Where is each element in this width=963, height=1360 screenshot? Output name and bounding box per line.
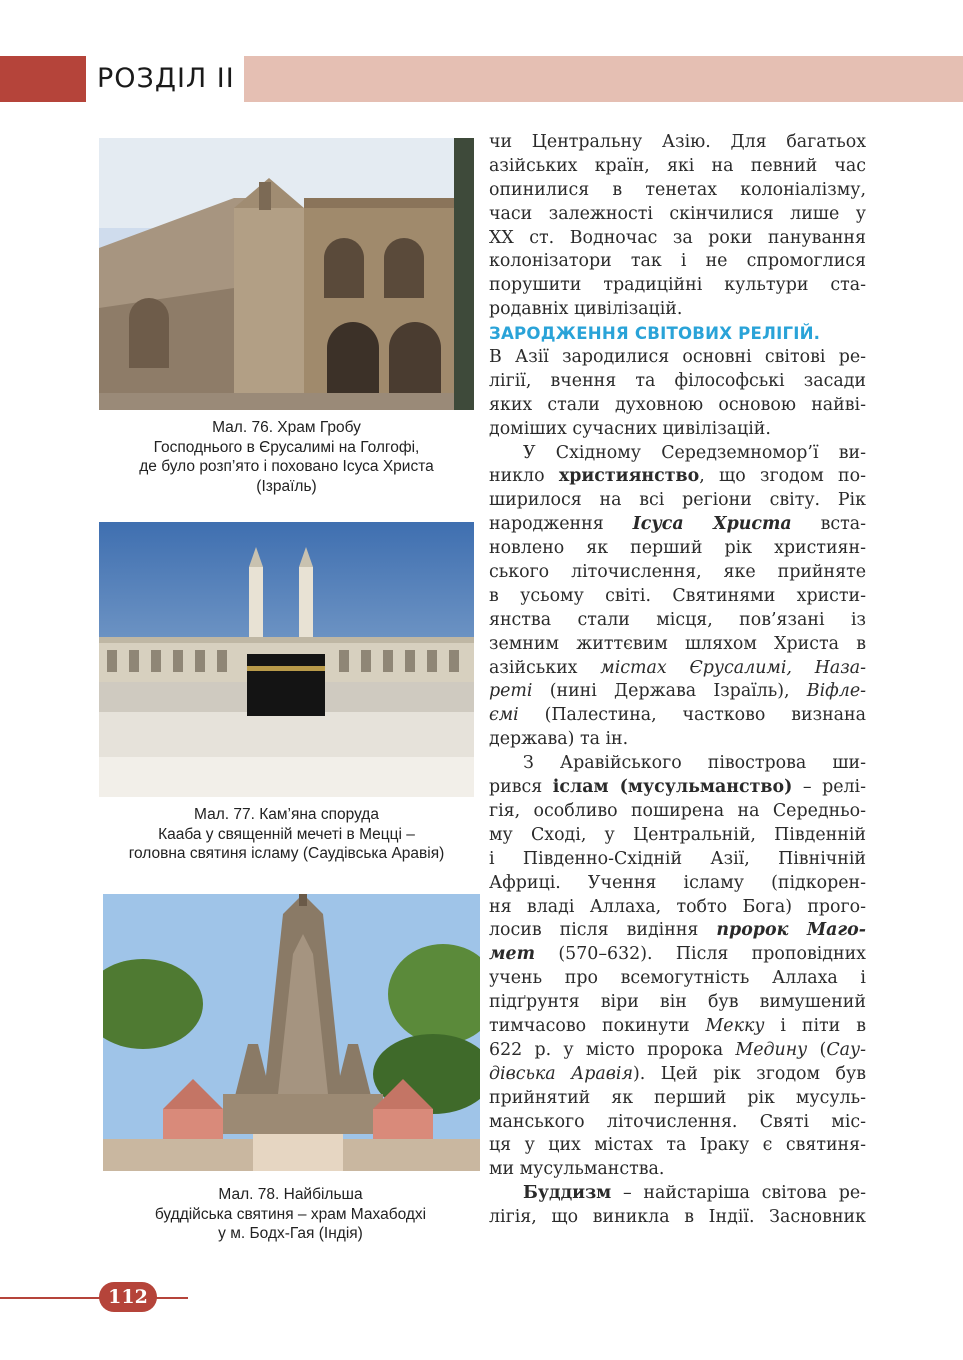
- term-prophet: пророк Маго-: [716, 920, 866, 941]
- text-line: ця у цих містах та Іраку є святиня-: [489, 1135, 866, 1156]
- caption-line: (Ізраїль): [256, 477, 317, 495]
- text-span: і піти в: [764, 1015, 866, 1036]
- text-line: [489, 513, 866, 537]
- text-line: підґрунтя віри він був вимушений: [489, 992, 866, 1013]
- text-span: лосив після видіння: [489, 920, 717, 941]
- text-line: [489, 919, 866, 943]
- text-line: ня владі Аллаха, тобто Бога) прого-: [489, 896, 866, 917]
- text-line: лігія, що виникла в Індії. Засновник: [489, 1207, 866, 1228]
- text-line: новлено як перший рік християн-: [489, 538, 866, 559]
- text-line: [489, 1063, 866, 1087]
- term-saudi-end: дівська Аравія: [489, 1063, 633, 1084]
- term-bethlehem: Віфле-: [806, 681, 866, 702]
- text-line: му Сході, у Центральній, Південній: [489, 824, 866, 845]
- caption-line: Мал. 77. Кам’яна споруда: [194, 806, 379, 823]
- term-mecca: Мекку: [705, 1015, 765, 1036]
- text-span: (Палестина, частково визнана: [518, 705, 866, 726]
- text-span: – релі-: [792, 777, 866, 798]
- text-span: вста-: [791, 514, 866, 535]
- text-line: держава) та ін.: [489, 729, 629, 750]
- caption-line: Мал. 78. Найбільша: [218, 1186, 363, 1203]
- figure-78-photo: [103, 894, 480, 1171]
- text-line: часи залежності скінчилися лише у: [489, 203, 866, 224]
- text-line: [489, 1182, 866, 1206]
- caption-line: де було розп’ято і поховано Ісуса Христа: [139, 458, 434, 475]
- text-span: рився: [489, 777, 553, 798]
- text-line: манського літочислення. Святі міс-: [489, 1111, 866, 1132]
- text-line: [489, 1039, 866, 1063]
- text-line: [489, 1015, 866, 1039]
- text-line: З Аравійського півострова ши-: [523, 753, 866, 774]
- figure-78-caption: [99, 1185, 482, 1244]
- text-line: ширилося на всі регіони світу. Рік: [489, 490, 866, 511]
- term-saudi: Сау-: [826, 1039, 866, 1060]
- text-span: азійських: [489, 657, 601, 678]
- caption-line: головна святиня ісламу (Саудівська Аравія): [128, 845, 445, 862]
- text-line: лігії, вчення та філософські засади: [489, 370, 866, 391]
- text-line: учень про всемогутність Аллаха і: [489, 968, 866, 989]
- text-line: янства стали місця, пов’язані із: [489, 609, 866, 630]
- caption-line: Мал. 76. Храм Гробу: [212, 419, 361, 436]
- text-line: [489, 704, 866, 728]
- text-span: , що згодом по-: [699, 466, 866, 487]
- figure-77-photo: [99, 522, 474, 797]
- text-line: [489, 657, 866, 681]
- text-span: никло: [489, 466, 559, 487]
- term-cities: містах Єрусалимі, Наза-: [600, 657, 866, 678]
- caption-line: Господнього в Єрусалимі на Голгофі,: [153, 438, 420, 456]
- text-line: і Південно-Східній Азії, Північній: [489, 848, 866, 869]
- term-islam: іслам (мусульманство): [552, 777, 793, 798]
- term-nazareth-end: реті: [489, 681, 533, 702]
- text-span: – найстаріша світова ре-: [611, 1183, 866, 1204]
- text-line: доміших сучасних цивілізацій.: [489, 418, 771, 439]
- text-line: Африці. Учення ісламу (підкорен-: [489, 872, 866, 893]
- text-line: [489, 776, 866, 800]
- text-line: [489, 943, 866, 967]
- header-band: [244, 56, 963, 102]
- text-line: гія, особливо поширена на Середньо-: [489, 800, 866, 821]
- text-line: ми мусульманства.: [489, 1159, 665, 1180]
- term-buddhism: Буддизм: [523, 1183, 612, 1204]
- text-line: XX ст. Водночас за роки панування: [489, 227, 866, 248]
- page-number: 112: [99, 1282, 157, 1312]
- caption-line: у м. Бодх-Гая (Індія): [218, 1225, 363, 1242]
- text-line: [489, 680, 866, 704]
- caption-line: буддійська святиня – храм Махабодхі: [154, 1205, 427, 1223]
- text-line: В Азії зародилися основні світові ре-: [489, 347, 866, 368]
- text-line: порушити традиційні культури ста-: [489, 275, 866, 296]
- figure-76-photo: [99, 138, 474, 410]
- text-span: тимчасово покинути: [489, 1015, 706, 1036]
- figure-77-caption: [99, 805, 474, 864]
- section-heading: ЗАРОДЖЕННЯ СВІТОВИХ РЕЛІГІЙ.: [489, 324, 821, 344]
- body-text-column: [489, 131, 866, 1230]
- text-line: чи Центральну Азію. Для багатьох: [489, 132, 866, 152]
- term-jesus-christ: Ісуса Христа: [632, 514, 792, 535]
- figure-76-caption: [99, 418, 474, 496]
- term-christianity: християнство: [558, 466, 700, 487]
- text-span: (: [807, 1039, 827, 1060]
- text-line: яких стали духовною основою найві-: [489, 394, 866, 415]
- section-title: РОЗДІЛ ІІ: [97, 63, 235, 94]
- text-line: колонізатори так і не спромоглися: [489, 251, 866, 272]
- header-accent-block: [0, 56, 86, 102]
- caption-line: Кааба у священній мечеті в Мецці –: [158, 825, 415, 843]
- text-line: в усьому світі. Святинями христи-: [489, 585, 866, 606]
- term-medina: Медину: [735, 1039, 808, 1060]
- text-line: азійських країн, які на певний час: [489, 155, 866, 176]
- text-span: народження: [489, 514, 633, 535]
- text-span: ). Цей рік згодом був: [633, 1063, 866, 1084]
- text-line: родавніх цивілізацій.: [489, 299, 683, 320]
- footer-rule: [0, 1297, 188, 1299]
- text-span: (570–632). Після проповідних: [535, 944, 866, 965]
- text-line: У Східному Середземномор’ї ви-: [523, 442, 866, 463]
- text-line: [489, 465, 866, 489]
- text-line: опинилися в тенетах колоніалізму,: [489, 179, 866, 200]
- term-prophet-end: мет: [489, 944, 535, 965]
- text-span: 622 р. у місто пророка: [489, 1039, 736, 1060]
- text-line: ського літочислення, яке прийняте: [489, 562, 866, 583]
- text-line: земним життєвим шляхом Христа в: [489, 633, 866, 654]
- text-span: (нині Держава Ізраїль),: [532, 681, 807, 702]
- text-line: прийнятий як перший рік мусуль-: [489, 1087, 866, 1108]
- term-bethlehem-end: ємі: [489, 705, 519, 726]
